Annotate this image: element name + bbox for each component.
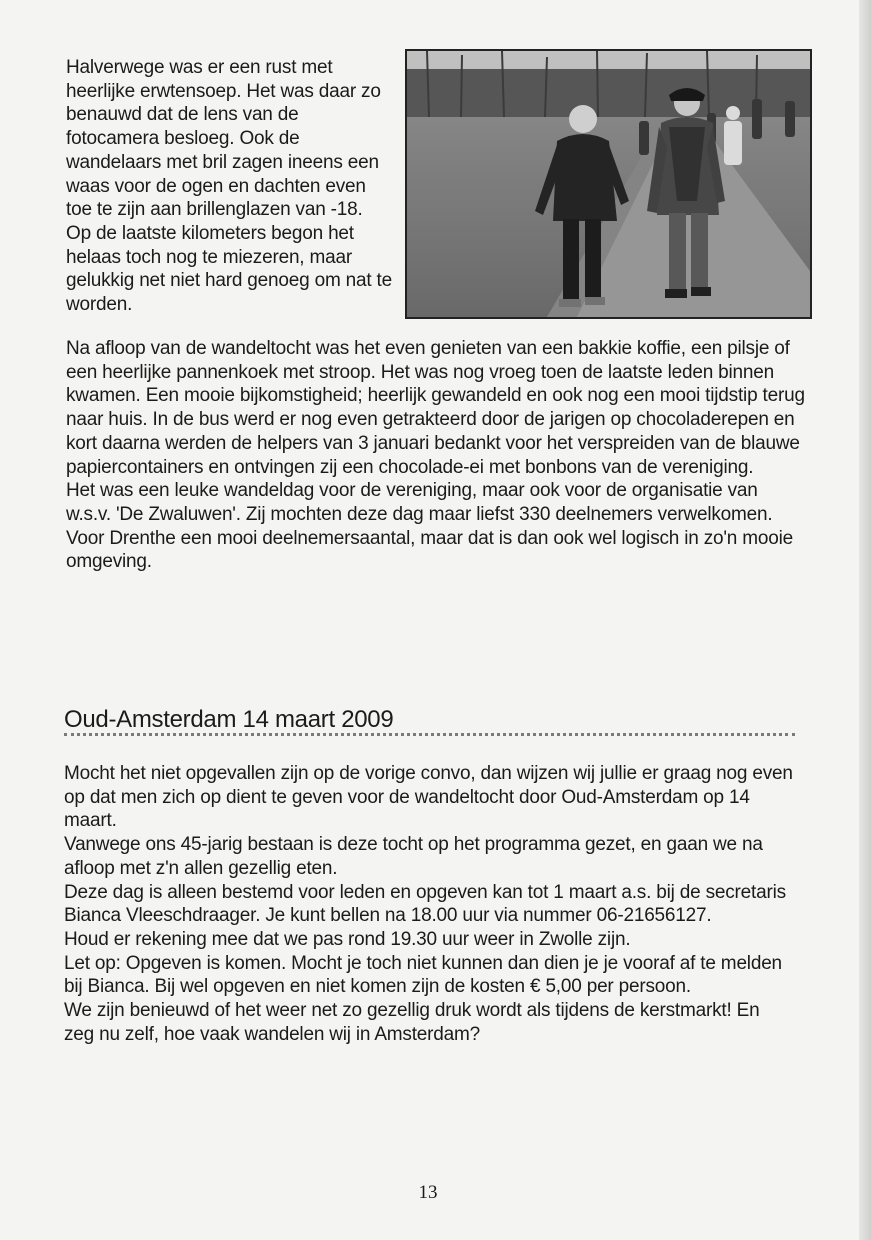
section-body-text: Mocht het niet opgevallen zijn op de vorige convo, dan wijzen wij jullie er graag nog even op dat men zich op dient te geven voor de wandeltocht door Oud-Amsterdam op 14 maart. Vanwege ons 45-jarig bestaan is deze tocht op het programma gezet, en gaan we na afloop met z'n allen gezellig eten. Deze dag is alleen bestemd voor leden en opgeven kan tot 1 maart a.s. bij de secretaris Bianca Vleeschdraager. Je kunt bellen na 18.00 uur via nummer 06-21656127. Houd er rekening mee dat we pas rond 19.30 uur weer in Zwolle zijn. Let op: Opgeven is komen. Mocht je toch niet kunnen dan dien je je vooraf af te melden bij Bianca. Bij wel opgeven en niet komen zijn de kosten € 5,00 per persoon. We zijn benieuwd of het weer net zo gezellig druk wordt als tijdens de kerstmarkt! En zeg nu zelf, hoe vaak wandelen wij in Amsterdam? — [64, 763, 793, 1045]
article-continuation-text: Na afloop van de wandeltocht was het even genieten van een bakkie koffie, een pilsje of een heerlijke pannenkoek met stroop. Het was nog vroeg toen de laatste leden binnen kwamen. Een mooie bijkomstigheid; heerlijk gewandeld en ook nog een mooi tijdstip terug naar huis. In de bus werd er nog even getrakteerd door de jarigen op chocoladerepen en kort daarna werden de helpers van 3 januari bedankt voor het verspreiden van de blauwe papiercontainers en ontvingen zij een chocolade-ei met bonbons van de vereniging. Het was een leuke wandeldag voor de vereniging, maar ook voor de organisatie van w.s.v. 'De Zwaluwen'. Zij mochten deze dag maar liefst 330 deelnemers verwelkomen. Voor Drenthe een mooi deelnemersaantal, maar dat is dan ook wel logisch in zo'n mooie omgeving. — [66, 338, 805, 573]
section-heading: Oud-Amsterdam 14 maart 2009 — [64, 706, 394, 733]
article-intro-text: Halverwege was er een rust met heerlijke erwtensoep. Het was daar zo benauwd dat de lens van de fotocamera besloeg. Ook de wandelaars met bril zagen ineens een waas voor de ogen en dachten even toe te zijn aan brillenglazen van -18. Op de laatste kilometers begon het helaas toch nog te miezeren, maar gelukkig net niet hard genoeg om nat te worden. — [66, 57, 392, 316]
page-edge-shadow — [859, 0, 871, 1240]
heading-dotted-rule — [64, 733, 795, 736]
walkers-photo — [405, 49, 812, 319]
page-number: 13 — [418, 1182, 438, 1203]
